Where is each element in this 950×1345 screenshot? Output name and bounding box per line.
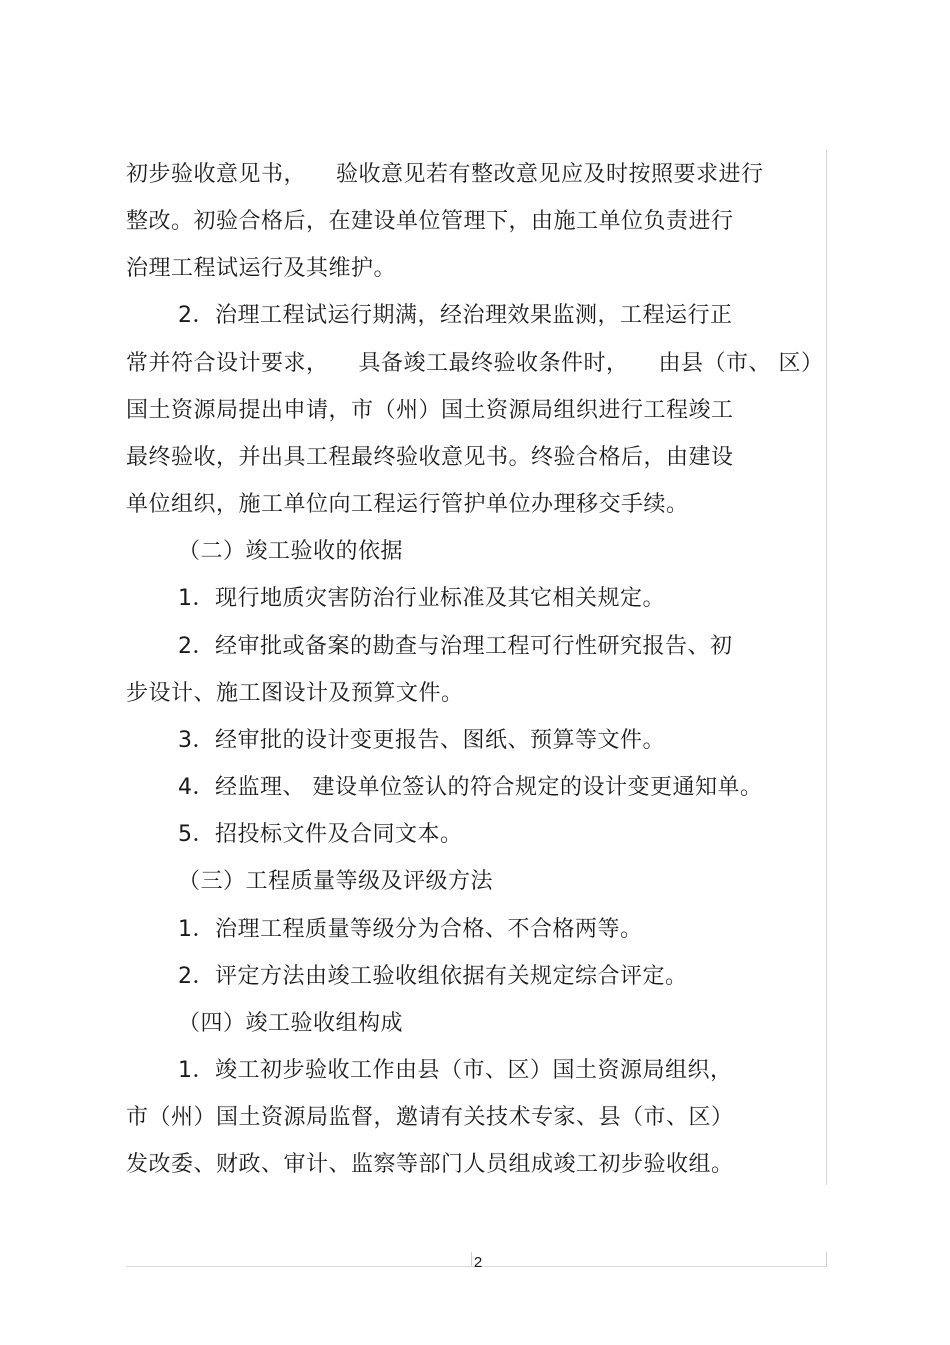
text-line: 3．经审批的设计变更报告、图纸、预算等文件。 [178,728,665,753]
right-margin-rule [826,150,827,1185]
section-heading: （三）工程质量等级及评级方法 [178,869,494,894]
section-heading: （二）竣工验收的依据 [178,539,404,564]
text-line: 整改。初验合格后，在建设单位管理下，由施工单位负责进行 [126,209,734,234]
text-line: 单位组织，施工单位向工程运行管护单位办理移交手续。 [126,492,689,517]
text-line: 最终验收，并出具工程最终验收意见书。终验合格后，由建设 [126,445,734,470]
text-line: 5．招投标文件及合同文本。 [178,822,463,847]
section-heading: （四）竣工验收组构成 [178,1011,404,1036]
text-line: 初步验收意见书， 验收意见若有整改意见应及时按照要求进行 [126,162,764,187]
text-line: 市（州）国土资源局监督，邀请有关技术专家、县（市、区） [126,1105,734,1130]
text-line: 国土资源局提出申请，市（州）国土资源局组织进行工程竣工 [126,398,734,423]
text-line: 2．评定方法由竣工验收组依据有关规定综合评定。 [178,964,688,989]
text-line: 4．经监理、 建设单位签认的符合规定的设计变更通知单。 [178,775,763,800]
text-line: 1．治理工程质量等级分为合格、不合格两等。 [178,917,643,942]
footer-tick-right [826,1252,827,1266]
text-line: 1．现行地质灾害防治行业标准及其它相关规定。 [178,586,665,611]
text-line: 2．治理工程试运行期满，经治理效果监测，工程运行正 [178,303,733,328]
text-line: 治理工程试运行及其维护。 [126,256,397,281]
text-line: 常并符合设计要求， 具备竣工最终验收条件时， 由县（市、 区） [126,351,824,376]
page-number: 2 [473,1254,483,1271]
text-line: 发改委、财政、审计、监察等部门人员组成竣工初步验收组。 [126,1152,734,1177]
text-line: 2．经审批或备案的勘查与治理工程可行性研究报告、初 [178,634,733,659]
text-line: 1．竣工初步验收工作由县（市、区）国土资源局组织， [178,1058,733,1083]
text-line: 步设计、施工图设计及预算文件。 [126,681,464,706]
